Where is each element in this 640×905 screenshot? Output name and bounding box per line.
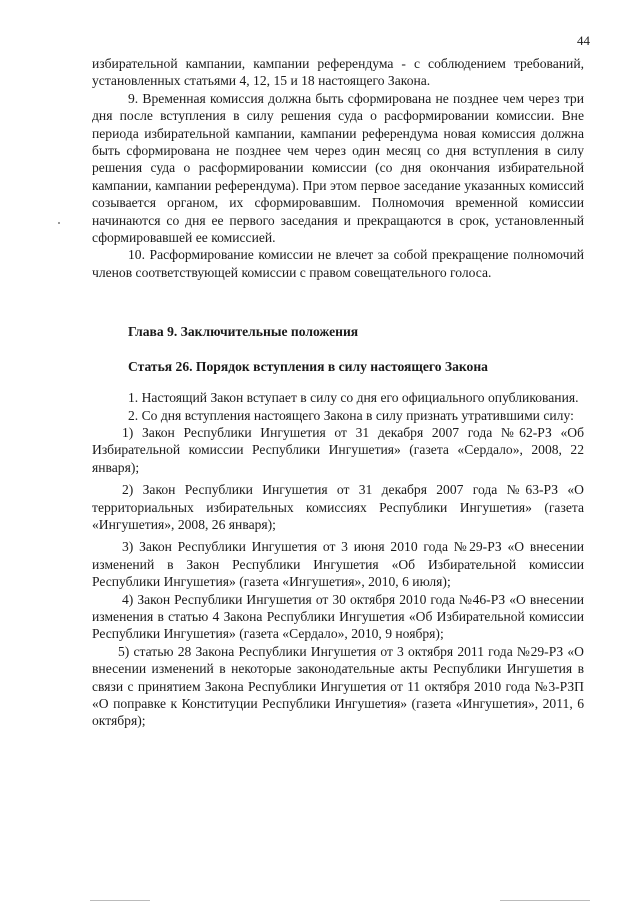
list-item-3: 3) Закон Республики Ингушетия от 3 июня 2010 года №29-РЗ «О внесении изменений в Закон Республики Ингушетия «Об Избирательной комиссии Республики Ингушетия» (газета «Ингушетия», 2010, 6 июля); xyxy=(92,539,584,590)
list-item-1: 1) Закон Республики Ингушетия от 31 декабря 2007 года №62-РЗ «Об Избирательной комиссии Республики Ингушетия» (газета «Сердало», 2008, 22 января); xyxy=(92,424,584,475)
article-paragraph-2: 2. Со дня вступления настоящего Закона в силу признать утратившими силу: xyxy=(128,407,574,423)
list-item-2: 2) Закон Республики Ингушетия от 31 декабря 2007 года №63-РЗ «О территориальных избирательных комиссиях Республики Ингушетия» (газета «Ингушетия», 2008, 26 января); xyxy=(92,482,584,532)
document-body xyxy=(92,55,584,730)
scan-edge-mark xyxy=(500,900,590,901)
list-item-5: 5) статью 28 Закона Республики Ингушетия от 3 октября 2011 года №29-РЗ «О внесении изменений в некоторые законодательные акты Республики Ингушетия в связи с принятием Закона Республики Ингушетия от 11 октября 2010 года №3-РЗП «О поправке к Конституции Республики Ингушетия» (газета «Ингушетия», 2011, 6 октября); xyxy=(92,643,584,729)
list-item-4: 4) Закон Республики Ингушетия от 30 октября 2010 года №46-РЗ «О внесении изменения в статью 4 Закона Республики Ингушетия «Об Избирательной комиссии Республики Ингушетия» (газета «Сердало», 2010, 9 ноября); xyxy=(92,591,584,642)
paragraph-item-10: 10. Расформирование комиссии не влечет за собой прекращение полномочий членов соответствующей комиссии с правом совещательного голоса. xyxy=(92,247,584,280)
chapter-heading: Глава 9. Заключительные положения xyxy=(128,324,359,340)
paragraph-continuation: избирательной кампании, кампании референдума - с соблюдением требований, установленных статьями 4, 12, 15 и 18 настоящего Закона. xyxy=(92,56,584,89)
scan-edge-mark xyxy=(90,900,150,901)
article-paragraph-1: 1. Настоящий Закон вступает в силу со дня его официального опубликования. xyxy=(128,390,579,406)
article-heading: Статья 26. Порядок вступления в силу настоящего Закона xyxy=(128,358,488,374)
page-number: 44 xyxy=(577,33,590,48)
scan-speck xyxy=(58,222,60,224)
paragraph-item-9: 9. Временная комиссия должна быть сформирована не позднее чем через три дня после вступления в силу решения суда о расформировании комиссии. Вне периода избирательной кампании, кампании референдума новая комиссия должна быть сформирована не позднее чем через один месяц со дня вступления в силу решения суда о расформировании комиссии (со дня окончания избирательной кампании, кампании референдума). При этом первое заседание указанных комиссий созывается органом, их сформировавшим. Полномочия временной комиссии начинаются со дня ее первого заседания и прекращаются в срок, установленный сформировавшей ее комиссией. xyxy=(92,90,584,246)
